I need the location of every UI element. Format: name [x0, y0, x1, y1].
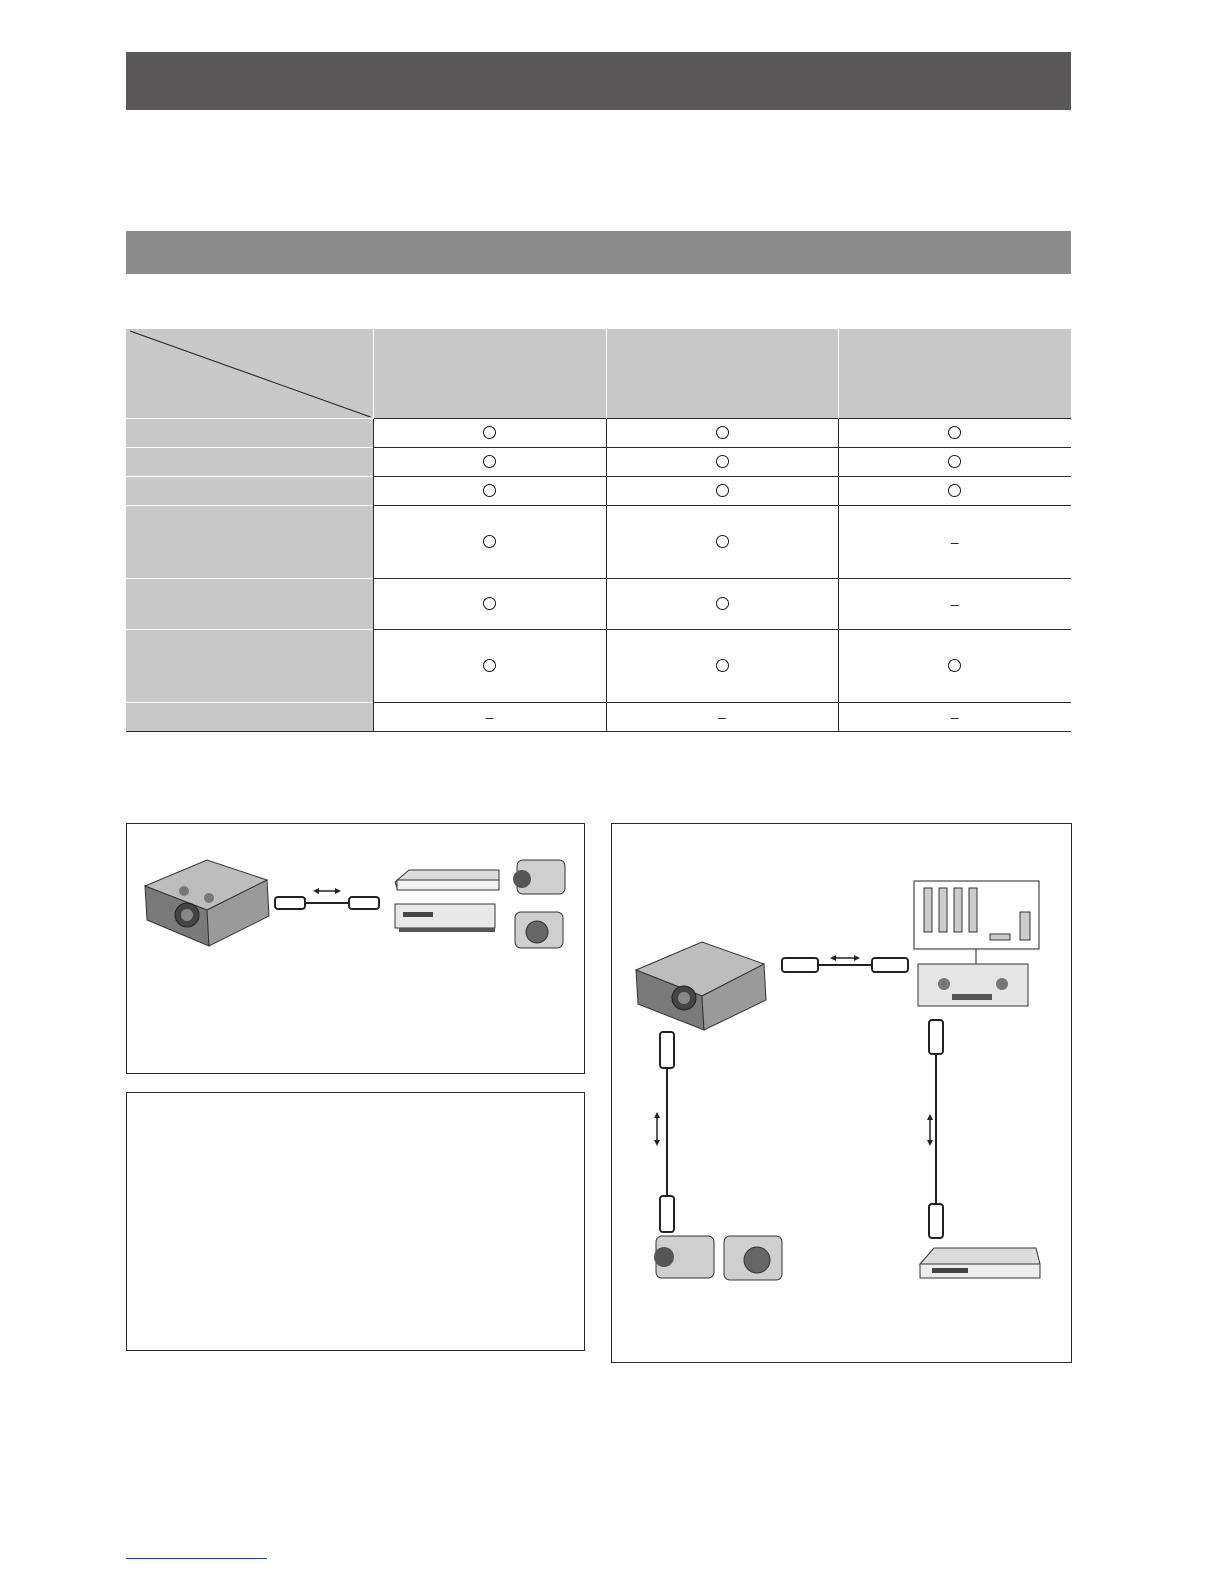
double-arrow-icon — [654, 1112, 660, 1146]
table-cell — [606, 703, 838, 732]
circle-mark-icon — [716, 484, 729, 497]
circle-mark-icon — [948, 455, 961, 468]
table-cell — [838, 630, 1071, 703]
table-cell — [606, 579, 838, 630]
speaker-system-icon — [914, 881, 1039, 964]
table-row — [126, 506, 1071, 579]
circle-mark-icon — [483, 484, 496, 497]
table-cell — [838, 477, 1071, 506]
circle-mark-icon — [483, 455, 496, 468]
circle-mark-icon — [948, 426, 961, 439]
av-system-diagram — [612, 824, 1071, 1362]
circle-mark-icon — [483, 659, 496, 672]
dash-mark: – — [950, 533, 959, 550]
av-amplifier-icon — [918, 964, 1028, 1006]
table-cell — [606, 630, 838, 703]
video-recorder-icon — [395, 870, 499, 890]
circle-mark-icon — [716, 535, 729, 548]
dash-mark: – — [950, 595, 959, 612]
table-row — [126, 630, 1071, 703]
table-cell — [373, 703, 606, 732]
projector-icon — [145, 860, 269, 946]
table-cell — [838, 419, 1071, 448]
hdmi-cable-icon — [929, 1020, 943, 1238]
double-arrow-icon — [927, 1114, 933, 1146]
column-header-1 — [373, 329, 606, 419]
dash-mark: – — [950, 708, 959, 725]
circle-mark-icon — [716, 455, 729, 468]
hdmi-cable-icon — [782, 958, 908, 972]
dvd-player-icon — [395, 904, 495, 932]
table-row — [126, 477, 1071, 506]
dash-mark: – — [485, 708, 494, 725]
double-arrow-icon — [313, 888, 341, 894]
table-header-row — [126, 329, 1071, 419]
table-cell — [838, 579, 1071, 630]
digital-camera-icon — [724, 1236, 782, 1280]
footer-link-underline — [126, 1558, 267, 1559]
table-corner-cell — [126, 329, 373, 419]
table-row — [126, 448, 1071, 477]
direct-connection-diagram — [127, 824, 584, 1073]
dash-mark: – — [718, 708, 726, 725]
row-header-cell — [126, 419, 373, 448]
row-header-cell — [126, 579, 373, 630]
table-cell — [606, 477, 838, 506]
hdmi-cable-icon — [275, 897, 379, 909]
table-cell — [606, 448, 838, 477]
column-header-2 — [606, 329, 838, 419]
table-row — [126, 419, 1071, 448]
table-cell — [606, 419, 838, 448]
projector-icon — [636, 942, 766, 1030]
camcorder-icon — [654, 1236, 714, 1278]
table-cell — [838, 703, 1071, 732]
table-cell — [838, 448, 1071, 477]
table-row — [126, 703, 1071, 732]
title-band — [126, 52, 1071, 110]
section-band — [126, 231, 1071, 274]
table-cell — [838, 506, 1071, 579]
circle-mark-icon — [483, 426, 496, 439]
row-header-cell — [126, 448, 373, 477]
notes-panel — [126, 1092, 585, 1351]
camcorder-icon — [513, 860, 565, 894]
row-header-cell — [126, 506, 373, 579]
table-cell — [373, 506, 606, 579]
circle-mark-icon — [948, 484, 961, 497]
circle-mark-icon — [483, 597, 496, 610]
table-cell — [373, 579, 606, 630]
table-cell — [373, 630, 606, 703]
double-arrow-icon — [830, 955, 860, 961]
circle-mark-icon — [716, 659, 729, 672]
circle-mark-icon — [716, 426, 729, 439]
table-cell — [373, 448, 606, 477]
compatibility-table — [126, 329, 1071, 732]
connection-panel-direct — [126, 823, 585, 1074]
table-cell — [373, 419, 606, 448]
table-cell — [606, 506, 838, 579]
circle-mark-icon — [948, 659, 961, 672]
circle-mark-icon — [483, 535, 496, 548]
row-header-cell — [126, 703, 373, 732]
connection-panel-av-system — [611, 823, 1072, 1363]
hdmi-cable-icon — [660, 1032, 674, 1232]
row-header-cell — [126, 630, 373, 703]
digital-camera-icon — [515, 912, 563, 948]
table-cell — [373, 477, 606, 506]
row-header-cell — [126, 477, 373, 506]
column-header-3 — [838, 329, 1071, 419]
diagonal-divider — [126, 329, 373, 418]
circle-mark-icon — [716, 597, 729, 610]
table-row — [126, 579, 1071, 630]
blu-ray-recorder-icon — [920, 1248, 1040, 1278]
